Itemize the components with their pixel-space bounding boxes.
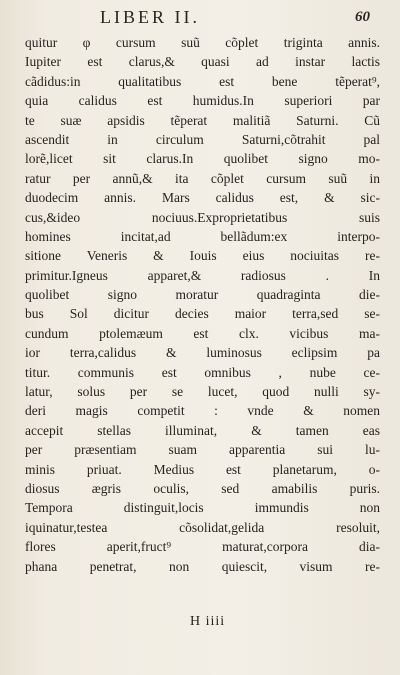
body-text (25, 33, 380, 576)
signature-mark: H iiii (190, 614, 226, 629)
text-line: titur. communis est omnibus , nube ce- (25, 364, 380, 380)
text-line: latur, solus per se lucet, quod nulli sy- (25, 384, 380, 400)
text-line: homines incitat,ad bellãdum:ex interpo- (25, 228, 380, 244)
text-line: Iupiter est clarus,& quasi ad instar lactis (25, 54, 380, 70)
text-line: cãdidus:in qualitatibus est bene tẽperat⁹, (25, 73, 380, 89)
text-line: cundum ptolemæum est clx. vicibus ma- (25, 325, 380, 341)
text-line: duodecim annis. Mars calidus est, & sic- (25, 190, 380, 206)
page-number: 60 (355, 9, 370, 25)
text-line: per præsentiam suam apparentia sui lu- (25, 442, 380, 458)
text-line: iquinatur,testea cõsolidat,gelida resoluit, (25, 519, 380, 535)
text-line: sitione Veneris & Iouis eius nociuitas re- (25, 248, 380, 264)
text-line: accepit stellas illuminat, & tamen eas (25, 422, 380, 438)
text-line: quolibet signo moratur quadraginta die- (25, 287, 380, 303)
text-line: primitur.Igneus apparet,& radiosus . In (25, 267, 380, 283)
text-line: lorẽ,licet sit clarus.In quolibet signo mo- (25, 151, 380, 167)
text-line: te suæ apsidis tẽperat malitiã Saturni. Cũ (25, 112, 380, 128)
text-line: phana penetrat, non quiescit, visum re- (25, 558, 380, 574)
text-line: flores aperit,fruct⁹ maturat,corpora dia- (25, 539, 380, 555)
text-line: bus Sol dicitur decies maior terra,sed se- (25, 306, 380, 322)
text-line: diosus ægris oculis, sed amabilis puris. (25, 480, 380, 496)
text-line: quia calidus est humidus.In superiori par (25, 93, 380, 109)
text-line: ior terra,calidus & luminosus eclipsim pa (25, 345, 380, 361)
running-title: LIBER II. (100, 7, 200, 27)
text-line: Tempora distinguit,locis immundis non (25, 500, 380, 516)
text-line: quitur φ cursum suũ cõplet triginta annis. (25, 35, 380, 50)
running-head (0, 4, 400, 30)
text-line: ascendit in circulum Saturni,cõtrahit pal (25, 131, 380, 147)
text-line: deri magis competit : vnde & nomen (25, 403, 380, 419)
text-line: cus,&ideo nociuus.Exproprietatibus suis (25, 209, 380, 225)
text-line: ratur per annũ,& ita cõplet cursum suũ in (25, 170, 380, 186)
text-line: minis priuat. Medius est planetarum, o- (25, 461, 380, 477)
